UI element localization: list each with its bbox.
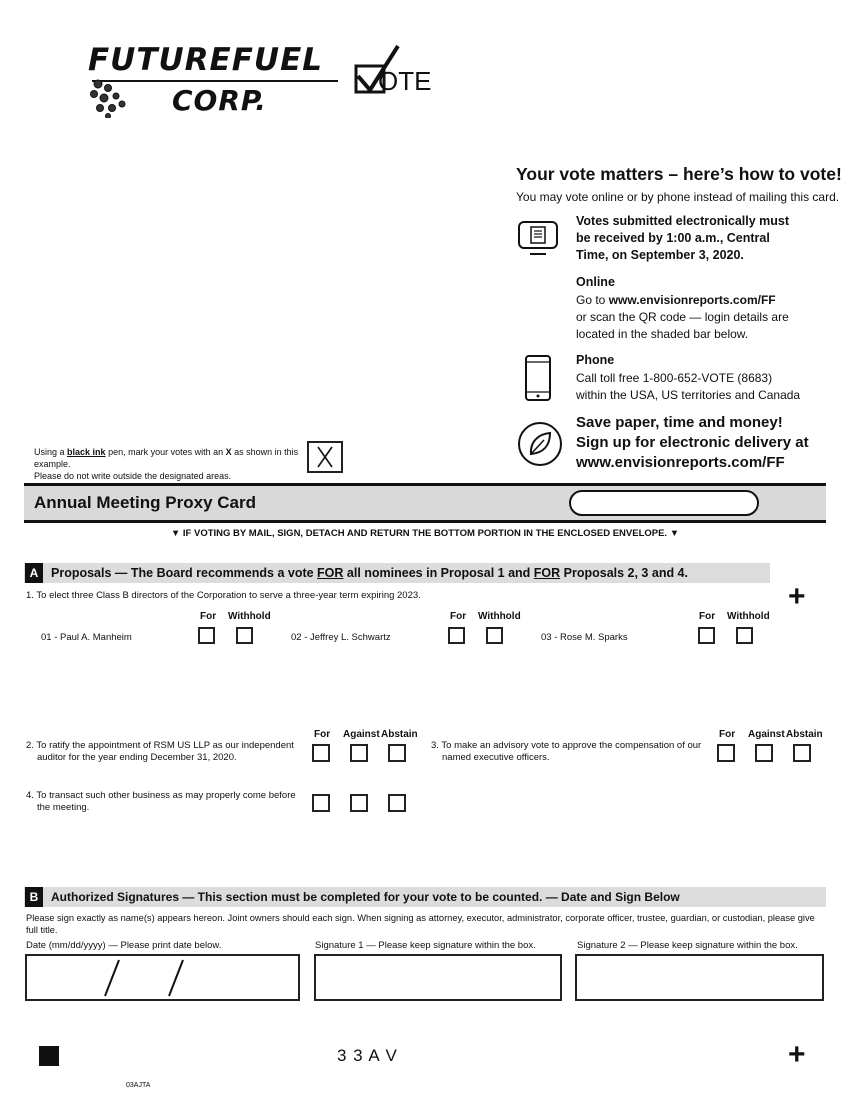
online-text — [576, 292, 816, 343]
nominee-3: 03 - Rose M. Sparks — [541, 632, 628, 643]
section-a-title — [51, 563, 688, 583]
signature-instructions: Please sign exactly as name(s) appears hereon. Joint owners should each sign. When signing as attorney, executor, administrator, corporate officer, trustee, guardian, or custodian, please give full title. — [26, 913, 815, 935]
phone-text: Call toll free 1-800-652-VOTE (8683) within the USA, US territories and Canada — [576, 371, 801, 402]
p4-line1: 4. To transact such other business as may properly come before — [26, 790, 296, 801]
signature-2-field[interactable] — [575, 954, 824, 1001]
col-for: For — [200, 611, 217, 622]
p3-line2: named executive officers. — [442, 752, 550, 763]
registration-mark — [39, 1046, 59, 1066]
proposal-2-for-checkbox[interactable] — [312, 744, 330, 762]
vote-word: OTE — [378, 66, 432, 96]
mail-notice: ▼ IF VOTING BY MAIL, SIGN, DETACH AND RETURN THE BOTTOM PORTION IN THE ENCLOSED ENVELOPE. ▼ — [170, 528, 680, 539]
instr-post: as shown in this example. — [34, 447, 299, 469]
col-against: Against — [748, 729, 785, 740]
small-code: 03AJTA — [126, 1082, 151, 1089]
vote-logo — [352, 44, 442, 100]
proposal-4 — [26, 790, 296, 814]
proposal-1: 1. To elect three Class B directors of the Corporation to serve a three-year term expiring 2023. — [26, 590, 421, 601]
section-b-title: Authorized Signatures — This section must be completed for your vote to be counted. — Date and Sign Below — [51, 890, 680, 904]
proposal-2-abstain-checkbox[interactable] — [388, 744, 406, 762]
nominee-3-withhold-checkbox[interactable] — [736, 627, 753, 644]
instr-ink: black ink — [67, 447, 106, 457]
plus-mark-top: + — [788, 580, 806, 613]
sig1-label: Signature 1 — Please keep signature within the box. — [315, 940, 536, 951]
instr-x: X — [225, 447, 232, 457]
sa-pre: Proposals — The Board recommends a vote — [51, 566, 318, 580]
phone-title: Phone — [576, 353, 615, 367]
p3-line1: 3. To make an advisory vote to approve the compensation of our — [431, 740, 702, 751]
sig2-label: Signature 2 — Please keep signature within the box. — [577, 940, 798, 951]
sa-mid: all nominees in Proposal 1 and — [343, 566, 534, 580]
computer-icon — [516, 218, 560, 258]
proposal-2 — [26, 740, 294, 764]
instr-pre: Using a — [34, 447, 68, 457]
phone-icon — [524, 354, 552, 402]
online-rest: or scan the QR code — login details are located in the shaded bar below. — [576, 310, 789, 341]
proposal-4-abstain-checkbox[interactable] — [388, 794, 406, 812]
col-for: For — [314, 729, 331, 740]
logo-line2: CORP. — [172, 84, 267, 117]
proposal-2-against-checkbox[interactable] — [350, 744, 368, 762]
nominee-1-for-checkbox[interactable] — [198, 627, 215, 644]
paper-line1: Save paper, time and money! — [576, 414, 783, 431]
sa-for1: FOR — [317, 566, 344, 580]
col-withhold: Withhold — [228, 611, 271, 622]
leaf-icon — [516, 420, 564, 468]
col-abstain: Abstain — [786, 729, 823, 740]
p4-line2: the meeting. — [37, 802, 90, 813]
date-label: Date (mm/dd/yyyy) — Please print date below. — [26, 940, 222, 951]
instr-mid: pen, mark your votes with an — [105, 447, 226, 457]
nominee-3-for-checkbox[interactable] — [698, 627, 715, 644]
online-prefix: Go to — [576, 293, 609, 307]
proposal-3-against-checkbox[interactable] — [755, 744, 773, 762]
col-abstain: Abstain — [381, 729, 418, 740]
sa-for2: FOR — [533, 566, 561, 580]
online-url[interactable]: www.envisionreports.com/FF — [608, 293, 776, 307]
nominee-2-for-checkbox[interactable] — [448, 627, 465, 644]
col-for: For — [719, 729, 736, 740]
footer-code: 3 3 A V — [337, 1046, 398, 1065]
proposal-3-abstain-checkbox[interactable] — [793, 744, 811, 762]
nominee-2-withhold-checkbox[interactable] — [486, 627, 503, 644]
deadline-text: Votes submitted electronically must be received by 1:00 a.m., Central Time, on September 3, 2020. — [576, 214, 790, 262]
vote-subheading: You may vote online or by phone instead of mailing this card. — [516, 190, 840, 204]
proposal-4-against-checkbox[interactable] — [350, 794, 368, 812]
vote-heading: Your vote matters – here’s how to vote! — [516, 164, 842, 184]
plus-mark-bottom: + — [788, 1038, 806, 1071]
col-withhold: Withhold — [727, 611, 770, 622]
x-mark-icon — [309, 443, 341, 471]
molecule-icon — [86, 78, 146, 118]
example-x-box — [307, 441, 343, 473]
p2-line2: auditor for the year ending December 31, 2020. — [37, 752, 237, 763]
signature-1-field[interactable] — [314, 954, 562, 1001]
nominee-2: 02 - Jeffrey L. Schwartz — [291, 632, 391, 643]
section-a-letter: A — [25, 563, 43, 583]
section-b-letter: B — [25, 887, 43, 907]
col-for: For — [450, 611, 467, 622]
date-field[interactable] — [25, 954, 300, 1001]
proposal-3-for-checkbox[interactable] — [717, 744, 735, 762]
logo-line1: FUTUREFUEL — [88, 42, 323, 78]
paper-line2: Sign up for electronic delivery at — [576, 434, 809, 451]
proposal-4-for-checkbox[interactable] — [312, 794, 330, 812]
col-against: Against — [343, 729, 380, 740]
online-title: Online — [576, 275, 615, 289]
nominee-1-withhold-checkbox[interactable] — [236, 627, 253, 644]
proposal-3 — [431, 740, 701, 764]
col-withhold: Withhold — [478, 611, 521, 622]
instr-line2: Please do not write outside the designated areas. — [34, 471, 232, 481]
header-bar — [24, 483, 826, 523]
date-separator-slashes — [27, 956, 298, 999]
company-logo — [86, 40, 346, 120]
login-field — [569, 490, 759, 516]
col-for: For — [699, 611, 716, 622]
nominee-1: 01 - Paul A. Manheim — [41, 632, 132, 643]
sa-post: Proposals 2, 3 and 4. — [560, 566, 688, 580]
marking-instructions — [34, 446, 309, 482]
p2-line1: 2. To ratify the appointment of RSM US LLP as our independent — [26, 740, 294, 751]
page-title: Annual Meeting Proxy Card — [34, 493, 256, 512]
paper-url[interactable]: www.envisionreports.com/FF — [576, 454, 785, 471]
